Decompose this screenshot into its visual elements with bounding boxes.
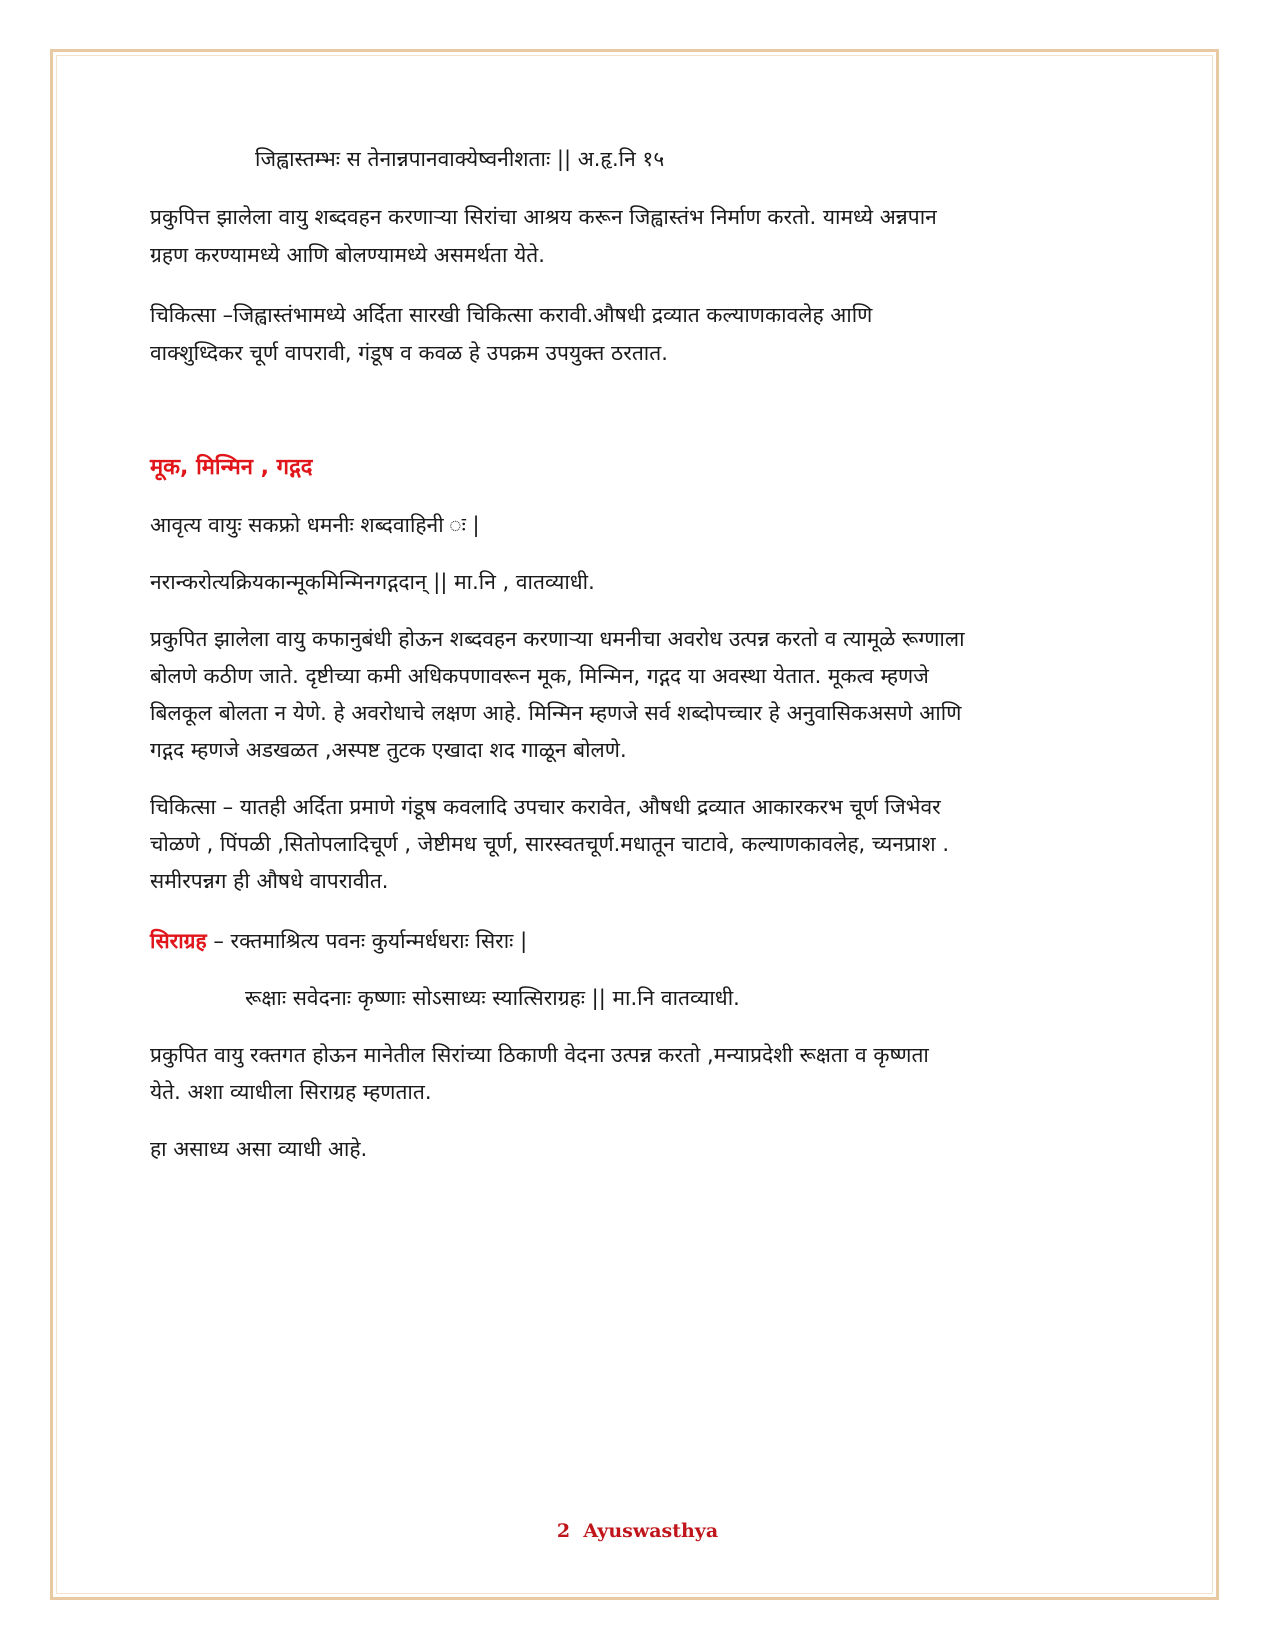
shloka-line: रूक्षाः सवेदनाः कृष्णाः सोऽसाध्यः स्यात्सिराग्रहः || मा.नि वातव्याधी. — [245, 986, 740, 1010]
shloka-line: नरान्करोत्यक्रियकान्मूकमिन्मिनगद्गदान् || मा.नि , वातव्याधी. — [150, 570, 595, 594]
paragraph-line: समीरपन्नग ही औषधे वापरावीत. — [150, 869, 389, 893]
shloka-text: – रक्तमाश्रित्य पवनः कुर्यान्मर्धधराः सिराः | — [206, 929, 528, 953]
shloka-line: आवृत्य वायुः सकफ्रो धमनीः शब्दवाहिनी ः | — [150, 513, 480, 537]
paragraph-line: बिलकूल बोलता न येणे. हे अवरोधाचे लक्षण आहे. मिन्मिन म्हणजे सर्व शब्दोपच्चार हे अनुवासिकअसणे आणि — [150, 701, 962, 725]
section-heading: मूक, मिन्मिन , गद्गद — [150, 455, 313, 480]
paragraph-line: प्रकुपित वायु रक्तगत होऊन मानेतील सिरांच्या ठिकाणी वेदना उत्पन्न करतो ,मन्याप्रदेशी रूक्षता व कृष्णता — [150, 1043, 929, 1067]
paragraph-line: प्रकुपित झालेला वायु कफानुबंधी होऊन शब्दवहन करणाऱ्या धमनीचा अवरोध उत्पन्न करतो व त्यामूळे रूग्णाला — [150, 627, 965, 651]
paragraph-line: बोलणे कठीण जाते. दृष्टीच्या कमी अधिकपणावरून मूक, मिन्मिन, गद्गद या अवस्था येतात. मूकत्व म्हणजे — [150, 664, 929, 688]
page-footer — [0, 1520, 1275, 1542]
paragraph-line: चिकित्सा – यातही अर्दिता प्रमाणे गंडूष कवलादि उपचार करावेत, औषधी द्रव्यात आकारकरभ चूर्ण जिभेवर — [150, 795, 941, 819]
paragraph-line: येते. अशा व्याधीला सिराग्रह म्हणतात. — [150, 1080, 432, 1104]
section-heading-inline: सिराग्रह — [150, 929, 207, 953]
footer-title: Ayuswasthya — [583, 1520, 719, 1542]
paragraph-line: हा असाध्य असा व्याधी आहे. — [150, 1137, 368, 1161]
paragraph-line: प्रकुपित्त झालेला वायु शब्दवहन करणाऱ्या सिरांचा आश्रय करून जिह्वास्तंभ निर्माण करतो. यामध्ये अन्नपान — [150, 205, 937, 229]
page-number: 2 — [556, 1520, 571, 1542]
page-border — [50, 49, 1219, 1600]
paragraph-line: ग्रहण करण्यामध्ये आणि बोलण्यामध्ये असमर्थता येते. — [150, 243, 545, 267]
paragraph-line: वाक्शुध्दिकर चूर्ण वापरावी, गंडूष व कवळ हे उपक्रम उपयुक्त ठरतात. — [150, 341, 668, 365]
paragraph-line: गद्गद म्हणजे अडखळत ,अस्पष्ट तुटक एखादा शद गाळून बोलणे. — [150, 738, 627, 762]
shloka-line: जिह्वास्तम्भः स तेनान्नपानवाक्येष्वनीशताः || अ.हृ.नि १५ — [255, 147, 665, 171]
section-line — [150, 926, 527, 956]
paragraph-line: चिकित्सा –जिह्वास्तंभामध्ये अर्दिता सारखी चिकित्सा करावी.औषधी द्रव्यात कल्याणकावलेह आणि — [150, 303, 873, 327]
paragraph-line: चोळणे , पिंपळी ,सितोपलादिचूर्ण , जेष्टीमध चूर्ण, सारस्वतचूर्ण.मधातून चाटावे, कल्याणकावलेह, च्यनप्राश . — [150, 832, 950, 856]
